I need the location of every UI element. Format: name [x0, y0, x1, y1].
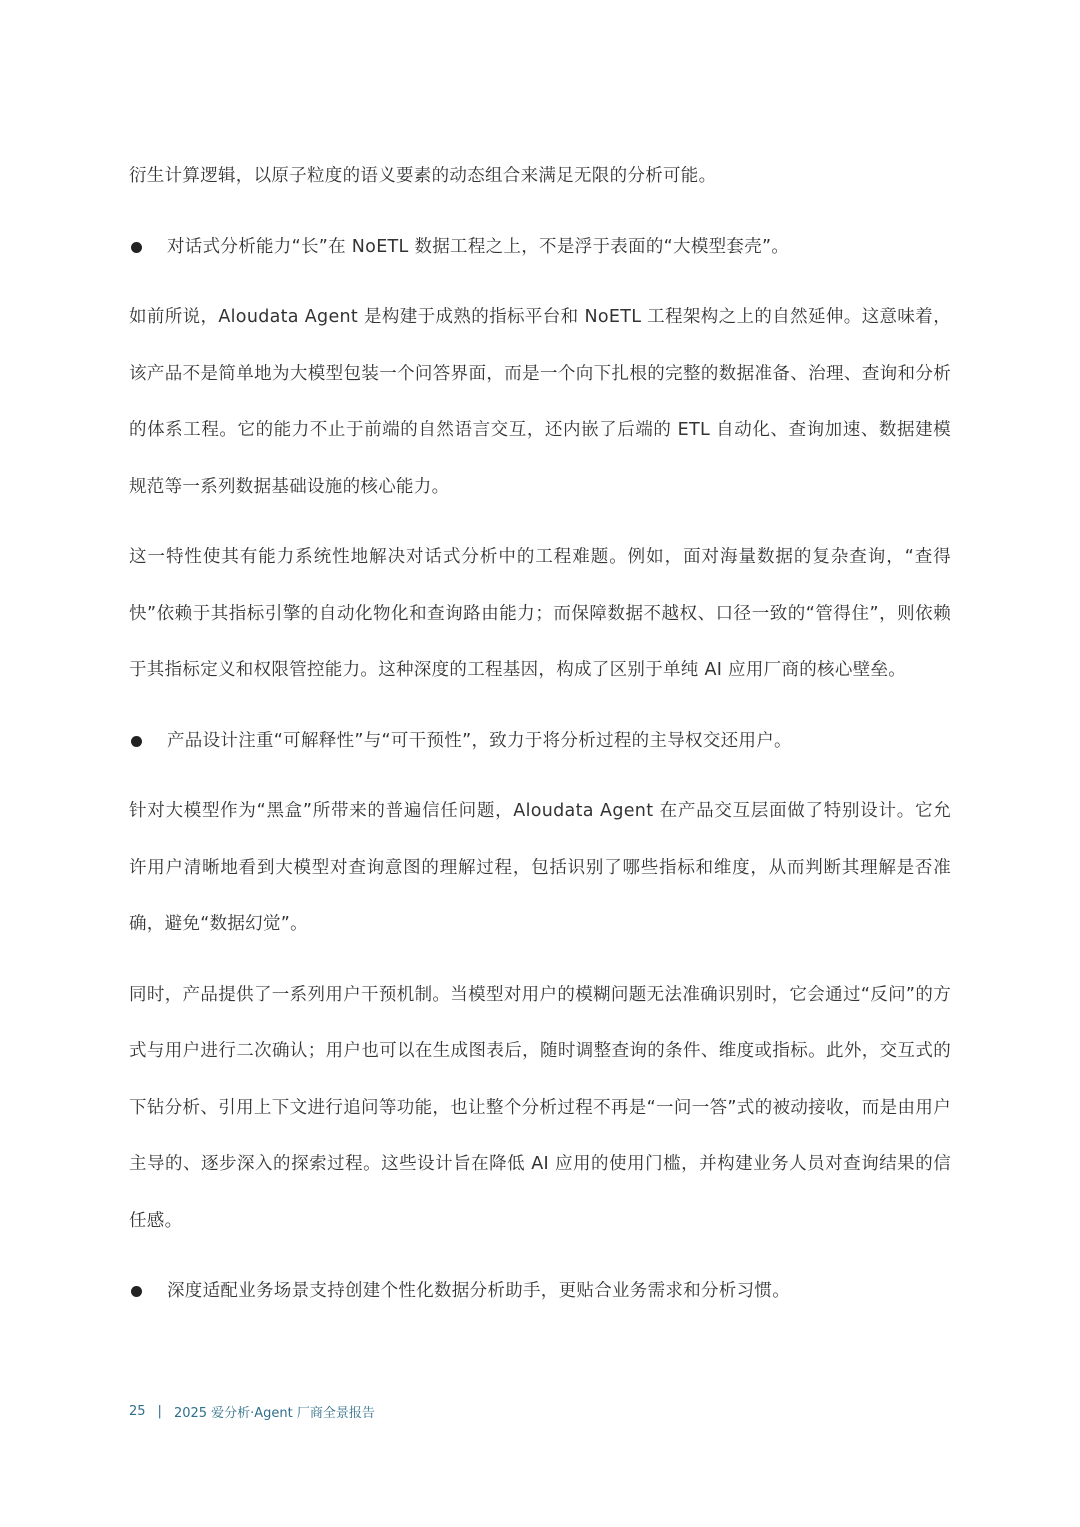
paragraph-black-box-trust: 针对大模型作为“黑盒”所带来的普遍信任问题，Aloudata Agent 在产品交互层面做了特别设计。它允许用户清晰地看到大模型对查询意图的理解过程，包括识别了哪些指标和维度，从而判断其理解是否准确，避免“数据幻觉”。 [129, 801, 951, 934]
bullet-text: 深度适配业务场景支持创建个性化数据分析助手，更贴合业务需求和分析习惯。 [167, 1281, 790, 1301]
page-footer [129, 1402, 375, 1421]
bullet-point-explainability [129, 713, 951, 770]
page-number: 25 [129, 1404, 146, 1419]
paragraph-continuation: 衍生计算逻辑，以原子粒度的语义要素的动态组合来满足无限的分析可能。 [129, 166, 717, 186]
bullet-dot-icon [131, 1286, 142, 1297]
bullet-point-noetl [129, 219, 951, 276]
bullet-dot-icon [131, 242, 142, 253]
bullet-dot-icon [131, 736, 142, 747]
report-title: 2025 爱分析·Agent 厂商全景报告 [173, 1406, 375, 1421]
paragraph-engineering-problems: 这一特性使其有能力系统性地解决对话式分析中的工程难题。例如，面对海量数据的复杂查询，“查得快”依赖于其指标引擎的自动化物化和查询路由能力；而保障数据不越权、口径一致的“管得住”，则依赖于其指标定义和权限管控能力。这种深度的工程基因，构成了区别于单纯 AI 应用厂商的核心壁垒。 [129, 547, 951, 680]
paragraph-user-intervention: 同时，产品提供了一系列用户干预机制。当模型对用户的模糊问题无法准确识别时，它会通过“反问”的方式与用户进行二次确认；用户也可以在生成图表后，随时调整查询的条件、维度或指标。此外，交互式的下钻分析、引用上下文进行追问等功能，也让整个分析过程不再是“一问一答”式的被动接收，而是由用户主导的、逐步深入的探索过程。这些设计旨在降低 AI 应用的使用门槛，并构建业务人员对查询结果的信任感。 [129, 984, 951, 1231]
footer-separator: | [157, 1404, 162, 1419]
bullet-text: 对话式分析能力“长”在 NoETL 数据工程之上，不是浮于表面的“大模型套壳”。 [167, 236, 790, 257]
paragraph-aloudata-extension: 如前所说，Aloudata Agent 是构建于成熟的指标平台和 NoETL 工程架构之上的自然延伸。这意味着，该产品不是简单地为大模型包装一个问答界面，而是一个向下扎根的完整的数据准备、治理、查询和分析的体系工程。它的能力不止于前端的自然语言交互，还内嵌了后端的 ETL 自动化、查询加速、数据建模规范等一系列数据基础设施的核心能力。 [129, 307, 951, 497]
page-content [129, 148, 951, 1334]
bullet-point-business-scenarios [129, 1263, 951, 1320]
bullet-text: 产品设计注重“可解释性”与“可干预性”，致力于将分析过程的主导权交还用户。 [167, 730, 792, 751]
